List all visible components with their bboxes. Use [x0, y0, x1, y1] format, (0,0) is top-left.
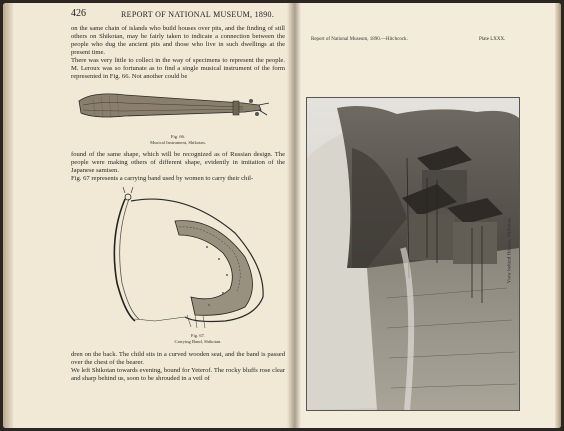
paragraph-5: dren on the back. The child sits in a curved wooden seat, and the band is passed over the chest of the bearer. — [71, 351, 285, 366]
paragraph-1: on the same chain of islands who build houses over pits, and the finding of still others on Shikotan, may be fairly taken to indicate a connection between the people who dug the ancient pits and those who live in such dwellings at the present time. — [71, 25, 285, 56]
left-page — [3, 3, 293, 428]
musical-instrument-figure — [73, 83, 283, 133]
fig66-caption: Musical Instrument, Shikotan. — [150, 140, 206, 145]
left-page-edge — [3, 3, 13, 428]
page-number: 426 — [71, 8, 86, 19]
paragraph-3: found of the same shape, which will be recognized as of Russian design. The people were making others of different shape, evidently in imitation of the Japanese samisen. — [71, 151, 285, 174]
right-page-edge — [555, 3, 561, 428]
book-spread — [3, 3, 561, 428]
fig67-number: Fig. 67. — [190, 333, 206, 338]
fig67-caption: Carrying Band, Shikotan. — [174, 339, 222, 344]
plate-side-caption — [503, 175, 517, 325]
village-photograph — [306, 97, 520, 411]
paragraph-6: We left Shikotan towards evening, bound for Yeterof. The rocky bluffs rose clear and sharp behind us, soon to be shrouded in a veil of — [71, 367, 285, 382]
plate-header-title: Report of National Museum, 1890.—Hitchcock. — [311, 37, 408, 42]
plate-caption-text: View behind Houses, Shikotan. — [507, 216, 513, 284]
running-title: REPORT OF NATIONAL MUSEUM, 1890. — [121, 10, 275, 19]
paragraph-4: Fig. 67 represents a carrying band used by women to carry their chil- — [71, 175, 254, 182]
fig66-number: Fig. 66. — [170, 134, 186, 139]
paragraph-2: There was very little to collect in the way of specimens to represent the people. M. Leroux was so fortunate as to find a single musical instrument of the form represented in Fig. 66. Not another could be — [71, 57, 285, 80]
book-gutter — [287, 3, 301, 428]
plate-number: Plate LXXX. — [479, 37, 506, 42]
carrying-band-figure — [95, 187, 270, 332]
